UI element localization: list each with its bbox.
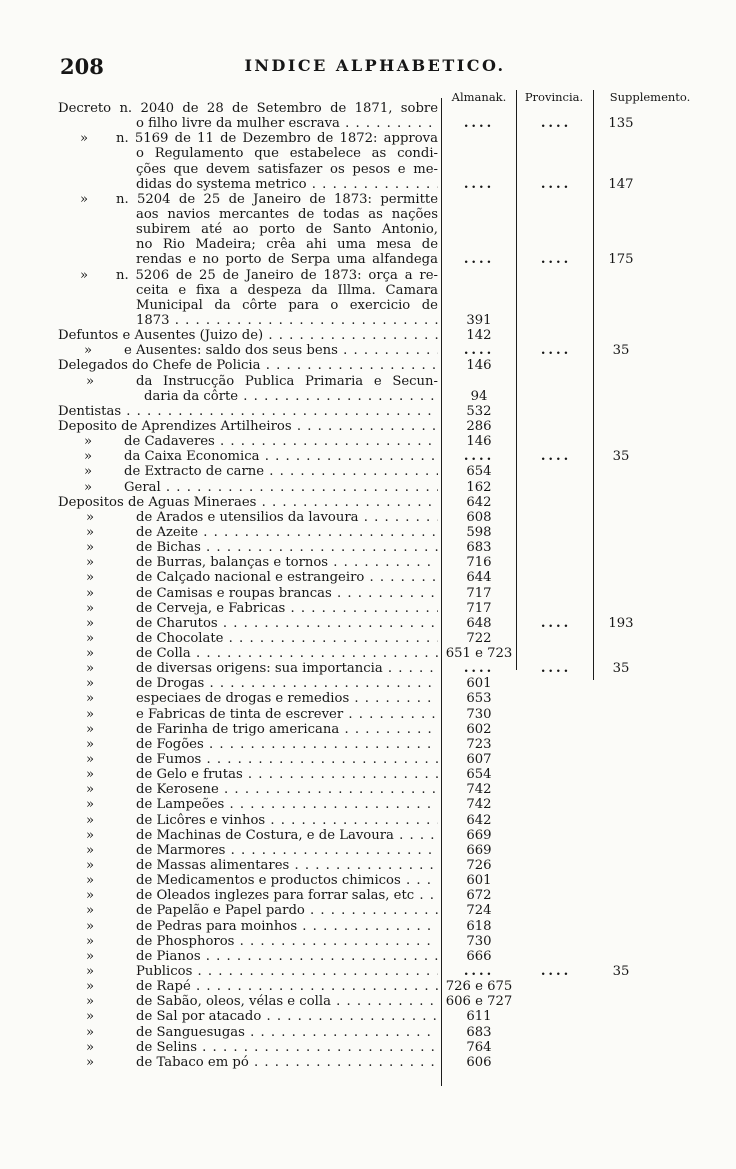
index-entry [0, 252, 736, 267]
ditto-mark: » [86, 585, 95, 601]
ditto-mark: » [80, 191, 89, 207]
entry-label: de Cadaveres . . . [124, 434, 438, 449]
almanak-ref: 666 [466, 948, 492, 964]
entry-label: Dentistas . . . [58, 404, 438, 419]
entry-label: de Massas alimentares . . . [136, 858, 438, 873]
index-entry [0, 828, 736, 843]
index-entry [0, 676, 736, 691]
almanak-ref: 642 [466, 812, 492, 828]
entry-label: da Caixa Economica . . . [124, 449, 438, 464]
index-entry [0, 601, 736, 616]
almanak-ref: 601 [466, 676, 492, 692]
almanak-ref: 726 [466, 858, 492, 874]
almanak-ref: 669 [466, 827, 492, 843]
index-entry [0, 813, 736, 828]
almanak-ref: 602 [466, 721, 492, 737]
index-entry [0, 419, 736, 434]
index-entry [0, 177, 736, 192]
index-entry [0, 192, 736, 207]
index-entry [0, 843, 736, 858]
almanak-ref: .... [463, 116, 495, 132]
index-entry [0, 964, 736, 979]
column-header-supplemento: Supplemento. [609, 90, 691, 104]
index-entry [0, 222, 736, 237]
almanak-ref: 598 [466, 524, 492, 540]
index-entry [0, 797, 736, 812]
index-entry [0, 1009, 736, 1024]
entry-label: o Regulamento que estabelece as condi- [136, 146, 438, 162]
almanak-ref: 730 [466, 933, 492, 949]
entry-label: de Arados e utensilios da lavoura . . . [136, 510, 438, 525]
entry-label: de Charutos . . . [136, 616, 438, 631]
entry-label: de Oleados inglezes para forrar salas, etc . . . [136, 888, 438, 903]
entry-label: n. 5169 de 11 de Dezembro de 1872: approva [116, 131, 438, 147]
index-entry [0, 555, 736, 570]
entry-label: o filho livre da mulher escrava . . . [136, 116, 438, 131]
entry-label: Delegados do Chefe de Policia . . . [58, 358, 438, 373]
index-entry [0, 510, 736, 525]
ditto-mark: » [86, 979, 95, 995]
index-entry [0, 949, 736, 964]
index-entry [0, 101, 736, 116]
almanak-ref: 717 [466, 600, 492, 616]
index-entry [0, 283, 736, 298]
entry-label: de Cerveja, e Fabricas . . . [136, 601, 438, 616]
supplemento-ref: 35 [612, 661, 630, 677]
provincia-ref: .... [540, 252, 572, 268]
index-entry [0, 979, 736, 994]
almanak-ref: 683 [466, 540, 492, 556]
supplemento-ref: 175 [608, 252, 634, 268]
almanak-ref: 618 [466, 918, 492, 934]
index-entry [0, 343, 736, 358]
index-entry [0, 1055, 736, 1070]
entry-label: n. 5206 de 25 de Janeiro de 1873: orça a re- [116, 267, 438, 283]
index-entry [0, 1040, 736, 1055]
ditto-mark: » [86, 736, 95, 752]
ditto-mark: » [86, 524, 95, 540]
supplemento-ref: 147 [608, 176, 634, 192]
provincia-ref: .... [540, 661, 572, 677]
provincia-ref: .... [540, 615, 572, 631]
ditto-mark: » [86, 767, 95, 783]
almanak-ref: 683 [466, 1024, 492, 1040]
ditto-mark: » [86, 858, 95, 874]
entry-label: de Sabão, oleos, vélas e colla . . . [136, 994, 438, 1009]
index-entry [0, 707, 736, 722]
index-entry [0, 268, 736, 283]
entry-label: de Camisas e roupas brancas . . . [136, 586, 438, 601]
ditto-mark: » [86, 918, 95, 934]
almanak-ref: 606 e 727 [445, 994, 513, 1010]
ditto-mark: » [86, 630, 95, 646]
provincia-ref: .... [540, 964, 572, 980]
index-entry [0, 934, 736, 949]
almanak-ref: 611 [466, 1009, 492, 1025]
column-header-provincia: Provincia. [524, 90, 584, 104]
page-title: INDICE ALPHABETICO. [244, 56, 506, 75]
ditto-mark: » [86, 540, 95, 556]
index-entry [0, 631, 736, 646]
almanak-ref: 717 [466, 585, 492, 601]
entry-label: Municipal da côrte para o exercicio de [136, 297, 438, 313]
entry-label: de Medicamentos e productos chimicos . . . [136, 873, 438, 888]
entry-label: de Chocolate . . . [136, 631, 438, 646]
entry-label: Geral . . . [124, 480, 438, 495]
ditto-mark: » [86, 827, 95, 843]
entry-label: rendas e no porto de Serpa uma alfandega [136, 252, 438, 268]
entry-label: de Fumos . . . [136, 752, 438, 767]
index-entry [0, 449, 736, 464]
index-entry [0, 116, 736, 131]
index-entry [0, 873, 736, 888]
provincia-ref: .... [540, 176, 572, 192]
index-entry [0, 888, 736, 903]
almanak-ref: 532 [466, 403, 492, 419]
almanak-ref: 142 [466, 328, 492, 344]
almanak-ref: 722 [466, 630, 492, 646]
almanak-ref: .... [463, 964, 495, 980]
entry-label: de Gelo e frutas . . . [136, 767, 438, 782]
ditto-mark: » [86, 964, 95, 980]
ditto-mark: » [80, 267, 89, 283]
supplemento-ref: 35 [612, 964, 630, 980]
ditto-mark: » [86, 888, 95, 904]
entry-label: de Lampeões . . . [136, 797, 438, 812]
entry-label: de Fogões . . . [136, 737, 438, 752]
ditto-mark: » [86, 948, 95, 964]
provincia-ref: .... [540, 343, 572, 359]
column-header-almanak: Almanak. [451, 90, 507, 104]
entry-label: ções que devem satisfazer os pesos e me- [136, 161, 438, 177]
almanak-ref: 654 [466, 464, 492, 480]
index-entry [0, 404, 736, 419]
index-entry [0, 131, 736, 146]
entry-label: especiaes de drogas e remedios . . . [136, 691, 438, 706]
entry-label: Deposito de Aprendizes Artilheiros . . . [58, 419, 438, 434]
entry-label: de Burras, balanças e tornos . . . [136, 555, 438, 570]
index-entry [0, 737, 736, 752]
almanak-ref: 162 [466, 479, 492, 495]
entry-label: Decreto n. 2040 de 28 de Setembro de 1871, sobre [58, 101, 438, 116]
almanak-ref: 601 [466, 873, 492, 889]
index-entry [0, 994, 736, 1009]
supplemento-ref: 193 [608, 615, 634, 631]
almanak-ref: .... [463, 252, 495, 268]
entry-label: Publicos . . . [136, 964, 438, 979]
supplemento-ref: 135 [608, 116, 634, 132]
provincia-ref: .... [540, 116, 572, 132]
entry-label: de Marmores . . . [136, 843, 438, 858]
ditto-mark: » [84, 343, 93, 359]
entry-label: no Rio Madeira; crêa ahi uma mesa de [136, 237, 438, 253]
entry-label: e Ausentes: saldo dos seus bens . . . [124, 343, 438, 358]
index-entry [0, 374, 736, 389]
entry-label: daria da côrte . . . [144, 389, 438, 404]
index-entry [0, 525, 736, 540]
almanak-ref: 723 [466, 736, 492, 752]
ditto-mark: » [86, 873, 95, 889]
almanak-ref: 146 [466, 434, 492, 450]
almanak-ref: 94 [470, 388, 488, 404]
ditto-mark: » [84, 434, 93, 450]
index-entry [0, 313, 736, 328]
ditto-mark: » [86, 842, 95, 858]
almanak-ref: 653 [466, 691, 492, 707]
ditto-mark: » [86, 1039, 95, 1055]
index-entry [0, 752, 736, 767]
index-entry [0, 858, 736, 873]
index-entry [0, 691, 736, 706]
ditto-mark: » [86, 570, 95, 586]
ditto-mark: » [86, 797, 95, 813]
ditto-mark: » [86, 1054, 95, 1070]
almanak-ref: 764 [466, 1039, 492, 1055]
entry-label: Defuntos e Ausentes (Juizo de) . . . [58, 328, 438, 343]
index-entry [0, 919, 736, 934]
entry-label: de Tabaco em pó . . . [136, 1055, 438, 1070]
index-entry [0, 162, 736, 177]
entry-label: de Machinas de Costura, e de Lavoura . . . [136, 828, 438, 843]
ditto-mark: » [86, 752, 95, 768]
index-entry [0, 646, 736, 661]
almanak-ref: 672 [466, 888, 492, 904]
provincia-ref: .... [540, 449, 572, 465]
index-entry [0, 570, 736, 585]
supplemento-ref: 35 [612, 343, 630, 359]
almanak-ref: .... [463, 176, 495, 192]
entry-label: de Papelão e Papel pardo . . . [136, 903, 438, 918]
index-entry [0, 767, 736, 782]
index-entry [0, 464, 736, 479]
almanak-ref: 730 [466, 706, 492, 722]
entry-label: didas do systema metrico . . . [136, 177, 438, 192]
ditto-mark: » [86, 661, 95, 677]
index-entry [0, 358, 736, 373]
entry-label: e Fabricas de tinta de escrever . . . [136, 707, 438, 722]
almanak-ref: 724 [466, 903, 492, 919]
almanak-ref: 726 e 675 [445, 979, 513, 995]
almanak-ref: .... [463, 449, 495, 465]
ditto-mark: » [84, 464, 93, 480]
almanak-ref: 669 [466, 842, 492, 858]
entry-label: de Kerosene . . . [136, 782, 438, 797]
ditto-mark: » [86, 706, 95, 722]
almanak-ref: 146 [466, 358, 492, 374]
index-entry [0, 616, 736, 631]
index-entry [0, 146, 736, 161]
entry-label: de Drogas . . . [136, 676, 438, 691]
almanak-ref: 644 [466, 570, 492, 586]
index-entry [0, 434, 736, 449]
index-entry [0, 540, 736, 555]
entry-label: de Farinha de trigo americana . . . [136, 722, 438, 737]
ditto-mark: » [86, 782, 95, 798]
almanak-ref: 648 [466, 615, 492, 631]
index-entry [0, 207, 736, 222]
entry-label: 1873 . . . [136, 313, 438, 328]
entry-label: de Colla . . . [136, 646, 438, 661]
almanak-ref: .... [463, 661, 495, 677]
index-entry [0, 298, 736, 313]
ditto-mark: » [86, 600, 95, 616]
ditto-mark: » [86, 615, 95, 631]
entry-label: de Extracto de carne . . . [124, 464, 438, 479]
ditto-mark: » [86, 646, 95, 662]
almanak-ref: 651 e 723 [445, 646, 513, 662]
entry-label: Depositos de Aguas Mineraes . . . [58, 495, 438, 510]
ditto-mark: » [86, 691, 95, 707]
ditto-mark: » [86, 903, 95, 919]
entry-label: de Pianos . . . [136, 949, 438, 964]
entry-label: da Instrucção Publica Primaria e Secun- [136, 373, 438, 389]
ditto-mark: » [86, 721, 95, 737]
index-entry [0, 782, 736, 797]
almanak-ref: 716 [466, 555, 492, 571]
index-entry [0, 722, 736, 737]
entry-label: de Selins . . . [136, 1040, 438, 1055]
almanak-ref: 642 [466, 494, 492, 510]
almanak-ref: 607 [466, 752, 492, 768]
almanak-ref: 608 [466, 509, 492, 525]
ditto-mark: » [86, 676, 95, 692]
index-entry [0, 328, 736, 343]
entry-label: subirem até ao porto de Santo Antonio, [136, 222, 438, 238]
entry-label: de Calçado nacional e estrangeiro . . . [136, 570, 438, 585]
ditto-mark: » [80, 131, 89, 147]
ditto-mark: » [86, 933, 95, 949]
almanak-ref: 742 [466, 797, 492, 813]
index-entry [0, 495, 736, 510]
entry-label: de Phosphoros . . . [136, 934, 438, 949]
ditto-mark: » [86, 1024, 95, 1040]
entry-label: de diversas origens: sua importancia . . . [136, 661, 438, 676]
entry-label: de Azeite . . . [136, 525, 438, 540]
index-entry [0, 237, 736, 252]
index-entry [0, 1025, 736, 1040]
almanak-ref: 742 [466, 782, 492, 798]
index-entry [0, 389, 736, 404]
entry-label: de Pedras para moinhos . . . [136, 919, 438, 934]
entry-label: ceita e fixa a despeza da Illma. Camara [136, 282, 438, 298]
ditto-mark: » [86, 994, 95, 1010]
index-entries [0, 101, 736, 1070]
ditto-mark: » [86, 509, 95, 525]
entry-label: aos navios mercantes de todas as nações [136, 206, 438, 222]
entry-label: de Sal por atacado . . . [136, 1009, 438, 1024]
ditto-mark: » [86, 1009, 95, 1025]
index-entry [0, 480, 736, 495]
almanak-ref: .... [463, 343, 495, 359]
almanak-ref: 654 [466, 767, 492, 783]
ditto-mark: » [86, 812, 95, 828]
ditto-mark: » [86, 555, 95, 571]
entry-label: de Bichas . . . [136, 540, 438, 555]
almanak-ref: 606 [466, 1054, 492, 1070]
page-number: 208 [60, 54, 104, 79]
index-entry [0, 903, 736, 918]
entry-label: de Rapé . . . [136, 979, 438, 994]
ditto-mark: » [84, 449, 93, 465]
index-entry [0, 661, 736, 676]
ditto-mark: » [84, 479, 93, 495]
ditto-mark: » [86, 373, 95, 389]
index-entry [0, 586, 736, 601]
almanak-ref: 391 [466, 312, 492, 328]
entry-label: n. 5204 de 25 de Janeiro de 1873: permitte [116, 191, 438, 207]
entry-label: de Licôres e vinhos . . . [136, 813, 438, 828]
entry-label: de Sanguesugas . . . [136, 1025, 438, 1040]
almanak-ref: 286 [466, 418, 492, 434]
supplemento-ref: 35 [612, 449, 630, 465]
